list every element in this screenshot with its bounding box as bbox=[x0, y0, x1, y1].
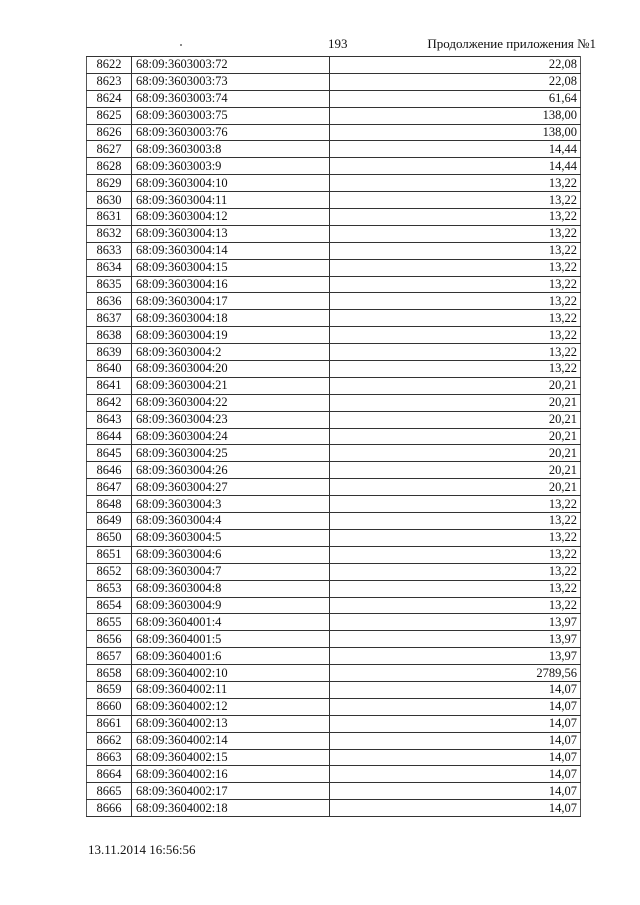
cadastral-number-cell: 68:09:3604002:17 bbox=[132, 783, 330, 800]
row-number-cell: 8644 bbox=[87, 428, 132, 445]
table-row bbox=[87, 107, 581, 124]
row-number-cell: 8635 bbox=[87, 276, 132, 293]
table-row bbox=[87, 175, 581, 192]
row-number-cell: 8658 bbox=[87, 665, 132, 682]
area-value-cell: 13,22 bbox=[330, 209, 581, 226]
row-number-cell: 8641 bbox=[87, 377, 132, 394]
row-number-cell: 8634 bbox=[87, 259, 132, 276]
row-number-cell: 8638 bbox=[87, 327, 132, 344]
table-row bbox=[87, 394, 581, 411]
row-number-cell: 8664 bbox=[87, 766, 132, 783]
area-value-cell: 13,22 bbox=[330, 310, 581, 327]
cadastral-number-cell: 68:09:3603004:10 bbox=[132, 175, 330, 192]
row-number-cell: 8653 bbox=[87, 580, 132, 597]
area-value-cell: 13,22 bbox=[330, 580, 581, 597]
area-value-cell: 14,07 bbox=[330, 732, 581, 749]
area-value-cell: 20,21 bbox=[330, 411, 581, 428]
area-value-cell: 13,97 bbox=[330, 648, 581, 665]
table-row bbox=[87, 242, 581, 259]
area-value-cell: 14,07 bbox=[330, 800, 581, 817]
area-value-cell: 20,21 bbox=[330, 462, 581, 479]
row-number-cell: 8631 bbox=[87, 209, 132, 226]
table-row bbox=[87, 800, 581, 817]
row-number-cell: 8630 bbox=[87, 192, 132, 209]
row-number-cell: 8637 bbox=[87, 310, 132, 327]
footer-timestamp: 13.11.2014 16:56:56 bbox=[88, 842, 196, 857]
area-value-cell: 22,08 bbox=[330, 73, 581, 90]
cadastral-number-cell: 68:09:3603004:23 bbox=[132, 411, 330, 428]
area-value-cell: 2789,56 bbox=[330, 665, 581, 682]
cadastral-number-cell: 68:09:3603003:72 bbox=[132, 57, 330, 74]
table-row bbox=[87, 327, 581, 344]
area-value-cell: 13,22 bbox=[330, 242, 581, 259]
cadastral-number-cell: 68:09:3603004:5 bbox=[132, 529, 330, 546]
table-row bbox=[87, 225, 581, 242]
cadastral-number-cell: 68:09:3604002:12 bbox=[132, 698, 330, 715]
table-row bbox=[87, 310, 581, 327]
row-number-cell: 8627 bbox=[87, 141, 132, 158]
cadastral-number-cell: 68:09:3603004:11 bbox=[132, 192, 330, 209]
row-number-cell: 8623 bbox=[87, 73, 132, 90]
row-number-cell: 8633 bbox=[87, 242, 132, 259]
table-row bbox=[87, 361, 581, 378]
table-row bbox=[87, 141, 581, 158]
table-row bbox=[87, 73, 581, 90]
table-row bbox=[87, 580, 581, 597]
cadastral-number-cell: 68:09:3604002:15 bbox=[132, 749, 330, 766]
row-number-cell: 8639 bbox=[87, 344, 132, 361]
table-row bbox=[87, 715, 581, 732]
area-value-cell: 13,22 bbox=[330, 344, 581, 361]
scan-dot-mark bbox=[180, 44, 182, 46]
table-row bbox=[87, 445, 581, 462]
table-row bbox=[87, 344, 581, 361]
cadastral-number-cell: 68:09:3603004:19 bbox=[132, 327, 330, 344]
cadastral-number-cell: 68:09:3604001:5 bbox=[132, 631, 330, 648]
row-number-cell: 8645 bbox=[87, 445, 132, 462]
area-value-cell: 13,97 bbox=[330, 614, 581, 631]
cadastral-number-cell: 68:09:3604002:13 bbox=[132, 715, 330, 732]
row-number-cell: 8656 bbox=[87, 631, 132, 648]
cadastral-number-cell: 68:09:3603004:26 bbox=[132, 462, 330, 479]
area-value-cell: 14,07 bbox=[330, 681, 581, 698]
area-value-cell: 13,22 bbox=[330, 225, 581, 242]
table-row bbox=[87, 293, 581, 310]
appendix-caption: Продолжение приложения №1 bbox=[427, 36, 596, 51]
table-row bbox=[87, 377, 581, 394]
cadastral-table-body bbox=[87, 57, 581, 817]
cadastral-number-cell: 68:09:3603004:15 bbox=[132, 259, 330, 276]
table-row bbox=[87, 209, 581, 226]
cadastral-number-cell: 68:09:3603004:17 bbox=[132, 293, 330, 310]
cadastral-number-cell: 68:09:3604001:6 bbox=[132, 648, 330, 665]
area-value-cell: 13,22 bbox=[330, 597, 581, 614]
table-row bbox=[87, 462, 581, 479]
table-row bbox=[87, 411, 581, 428]
table-row bbox=[87, 276, 581, 293]
area-value-cell: 138,00 bbox=[330, 107, 581, 124]
cadastral-number-cell: 68:09:3604002:16 bbox=[132, 766, 330, 783]
cadastral-number-cell: 68:09:3603004:9 bbox=[132, 597, 330, 614]
table-row bbox=[87, 428, 581, 445]
row-number-cell: 8666 bbox=[87, 800, 132, 817]
cadastral-number-cell: 68:09:3603004:8 bbox=[132, 580, 330, 597]
area-value-cell: 20,21 bbox=[330, 394, 581, 411]
area-value-cell: 13,22 bbox=[330, 513, 581, 530]
table-row bbox=[87, 681, 581, 698]
row-number-cell: 8647 bbox=[87, 479, 132, 496]
row-number-cell: 8643 bbox=[87, 411, 132, 428]
cadastral-number-cell: 68:09:3603004:6 bbox=[132, 546, 330, 563]
area-value-cell: 20,21 bbox=[330, 428, 581, 445]
cadastral-number-cell: 68:09:3603004:24 bbox=[132, 428, 330, 445]
table-row bbox=[87, 766, 581, 783]
table-row bbox=[87, 513, 581, 530]
row-number-cell: 8652 bbox=[87, 563, 132, 580]
area-value-cell: 61,64 bbox=[330, 90, 581, 107]
cadastral-number-cell: 68:09:3603004:27 bbox=[132, 479, 330, 496]
cadastral-number-cell: 68:09:3603004:21 bbox=[132, 377, 330, 394]
cadastral-number-cell: 68:09:3603004:16 bbox=[132, 276, 330, 293]
row-number-cell: 8629 bbox=[87, 175, 132, 192]
area-value-cell: 13,22 bbox=[330, 327, 581, 344]
table-row bbox=[87, 57, 581, 74]
area-value-cell: 14,07 bbox=[330, 783, 581, 800]
cadastral-number-cell: 68:09:3603004:12 bbox=[132, 209, 330, 226]
row-number-cell: 8649 bbox=[87, 513, 132, 530]
area-value-cell: 20,21 bbox=[330, 377, 581, 394]
row-number-cell: 8624 bbox=[87, 90, 132, 107]
table-row bbox=[87, 563, 581, 580]
cadastral-number-cell: 68:09:3603004:13 bbox=[132, 225, 330, 242]
table-row bbox=[87, 529, 581, 546]
row-number-cell: 8665 bbox=[87, 783, 132, 800]
area-value-cell: 13,22 bbox=[330, 546, 581, 563]
cadastral-number-cell: 68:09:3603003:9 bbox=[132, 158, 330, 175]
table-row bbox=[87, 192, 581, 209]
cadastral-number-cell: 68:09:3604002:11 bbox=[132, 681, 330, 698]
area-value-cell: 13,22 bbox=[330, 276, 581, 293]
area-value-cell: 13,22 bbox=[330, 192, 581, 209]
row-number-cell: 8650 bbox=[87, 529, 132, 546]
row-number-cell: 8662 bbox=[87, 732, 132, 749]
cadastral-number-cell: 68:09:3603004:3 bbox=[132, 496, 330, 513]
cadastral-table bbox=[86, 56, 581, 817]
table-row bbox=[87, 479, 581, 496]
area-value-cell: 13,22 bbox=[330, 563, 581, 580]
area-value-cell: 13,22 bbox=[330, 259, 581, 276]
row-number-cell: 8642 bbox=[87, 394, 132, 411]
table-row bbox=[87, 597, 581, 614]
row-number-cell: 8660 bbox=[87, 698, 132, 715]
table-row bbox=[87, 546, 581, 563]
area-value-cell: 14,44 bbox=[330, 158, 581, 175]
row-number-cell: 8628 bbox=[87, 158, 132, 175]
area-value-cell: 14,44 bbox=[330, 141, 581, 158]
cadastral-number-cell: 68:09:3604002:10 bbox=[132, 665, 330, 682]
table-row bbox=[87, 631, 581, 648]
row-number-cell: 8625 bbox=[87, 107, 132, 124]
area-value-cell: 13,22 bbox=[330, 361, 581, 378]
area-value-cell: 14,07 bbox=[330, 698, 581, 715]
area-value-cell: 14,07 bbox=[330, 749, 581, 766]
cadastral-number-cell: 68:09:3603004:2 bbox=[132, 344, 330, 361]
row-number-cell: 8661 bbox=[87, 715, 132, 732]
cadastral-number-cell: 68:09:3603003:73 bbox=[132, 73, 330, 90]
row-number-cell: 8646 bbox=[87, 462, 132, 479]
cadastral-number-cell: 68:09:3603004:25 bbox=[132, 445, 330, 462]
row-number-cell: 8640 bbox=[87, 361, 132, 378]
table-row bbox=[87, 259, 581, 276]
row-number-cell: 8657 bbox=[87, 648, 132, 665]
table-row bbox=[87, 90, 581, 107]
cadastral-number-cell: 68:09:3603003:75 bbox=[132, 107, 330, 124]
area-value-cell: 20,21 bbox=[330, 479, 581, 496]
row-number-cell: 8636 bbox=[87, 293, 132, 310]
table-row bbox=[87, 665, 581, 682]
table-row bbox=[87, 158, 581, 175]
cadastral-number-cell: 68:09:3603003:76 bbox=[132, 124, 330, 141]
area-value-cell: 20,21 bbox=[330, 445, 581, 462]
area-value-cell: 13,97 bbox=[330, 631, 581, 648]
table-row bbox=[87, 698, 581, 715]
cadastral-number-cell: 68:09:3603004:4 bbox=[132, 513, 330, 530]
row-number-cell: 8622 bbox=[87, 57, 132, 74]
cadastral-number-cell: 68:09:3603003:8 bbox=[132, 141, 330, 158]
cadastral-number-cell: 68:09:3603004:14 bbox=[132, 242, 330, 259]
row-number-cell: 8648 bbox=[87, 496, 132, 513]
table-row bbox=[87, 783, 581, 800]
cadastral-number-cell: 68:09:3604002:18 bbox=[132, 800, 330, 817]
cadastral-number-cell: 68:09:3603004:18 bbox=[132, 310, 330, 327]
table-row bbox=[87, 496, 581, 513]
cadastral-number-cell: 68:09:3603004:20 bbox=[132, 361, 330, 378]
table-row bbox=[87, 732, 581, 749]
area-value-cell: 13,22 bbox=[330, 496, 581, 513]
row-number-cell: 8626 bbox=[87, 124, 132, 141]
area-value-cell: 13,22 bbox=[330, 293, 581, 310]
cadastral-number-cell: 68:09:3603003:74 bbox=[132, 90, 330, 107]
area-value-cell: 14,07 bbox=[330, 766, 581, 783]
cadastral-number-cell: 68:09:3603004:7 bbox=[132, 563, 330, 580]
cadastral-number-cell: 68:09:3604002:14 bbox=[132, 732, 330, 749]
row-number-cell: 8654 bbox=[87, 597, 132, 614]
table-row bbox=[87, 614, 581, 631]
area-value-cell: 13,22 bbox=[330, 175, 581, 192]
table-row bbox=[87, 749, 581, 766]
cadastral-number-cell: 68:09:3603004:22 bbox=[132, 394, 330, 411]
cadastral-number-cell: 68:09:3604001:4 bbox=[132, 614, 330, 631]
row-number-cell: 8655 bbox=[87, 614, 132, 631]
table-row bbox=[87, 648, 581, 665]
row-number-cell: 8663 bbox=[87, 749, 132, 766]
page-number: 193 bbox=[328, 36, 348, 51]
row-number-cell: 8659 bbox=[87, 681, 132, 698]
row-number-cell: 8632 bbox=[87, 225, 132, 242]
row-number-cell: 8651 bbox=[87, 546, 132, 563]
area-value-cell: 14,07 bbox=[330, 715, 581, 732]
area-value-cell: 138,00 bbox=[330, 124, 581, 141]
area-value-cell: 13,22 bbox=[330, 529, 581, 546]
area-value-cell: 22,08 bbox=[330, 57, 581, 74]
table-row bbox=[87, 124, 581, 141]
